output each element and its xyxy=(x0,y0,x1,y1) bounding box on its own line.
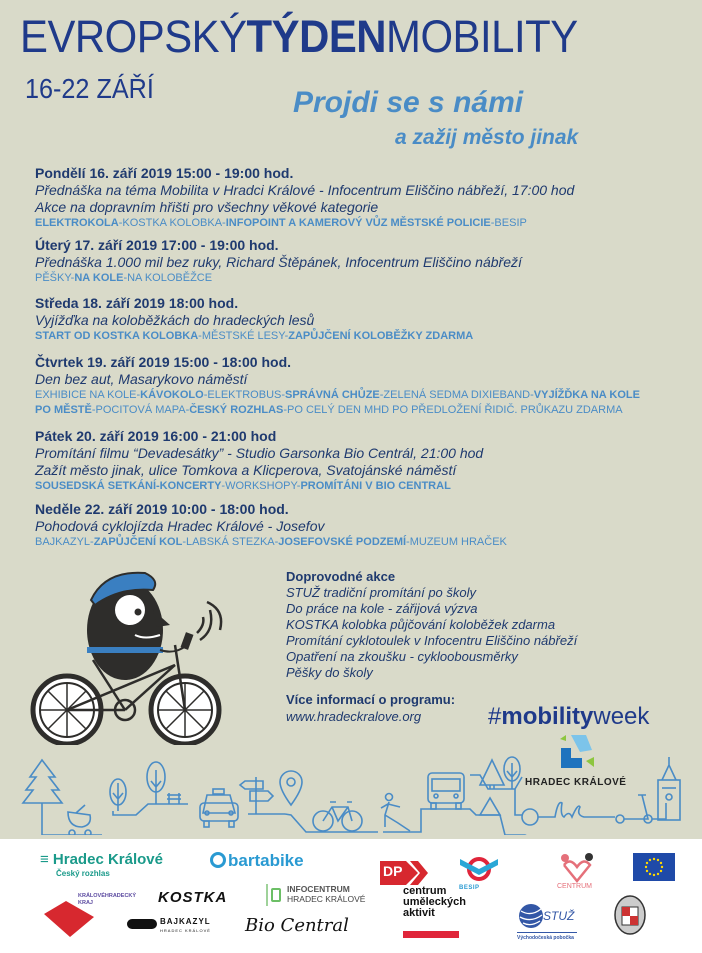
hashtag-bold: mobility xyxy=(501,703,594,730)
day-heading: Úterý 17. září 2019 17:00 - 19:00 hod. xyxy=(35,237,279,253)
logo-text: aktivit xyxy=(403,907,435,919)
divider xyxy=(517,932,577,933)
slogan-sub: a zažij město jinak xyxy=(395,126,579,149)
signpost-icon xyxy=(240,777,285,814)
tag: -KOSTKA KOLOBKA- xyxy=(118,217,226,229)
logo-text: Hradec Králové xyxy=(52,851,163,868)
more-info-heading: Více informací o programu: xyxy=(286,692,456,707)
tag: -MUZEUM HRAČEK xyxy=(406,536,507,548)
police-seal-icon xyxy=(614,895,646,935)
accompanying-events xyxy=(286,569,577,681)
accompanying-heading: Doprovodné akce xyxy=(286,569,396,584)
day-tags xyxy=(35,329,473,344)
logo-besip-icon xyxy=(458,853,500,885)
day-tags xyxy=(35,271,522,286)
logo-centrum-label: CENTRUM xyxy=(557,883,592,890)
cua-bar xyxy=(403,931,459,938)
location-pin-icon xyxy=(280,771,302,805)
accompanying-item: Promítání cyklotoulek v Infocentru Eliščino nábřeží xyxy=(286,633,578,648)
tag: -PO CELÝ DEN MHD PO PŘEDLOŽENÍ ŘIDIČ. PRŮKAZU ZDARMA xyxy=(283,404,623,416)
accompanying-item: Pěšky do školy xyxy=(286,665,373,680)
accompanying-item: Opatření na zkoušku - cykloobousměrky xyxy=(286,649,518,664)
tag: JOSEFOVSKÉ PODZEMÍ xyxy=(278,536,407,548)
day-heading: Čtvrtek 19. září 2019 15:00 - 18:00 hod. xyxy=(35,354,292,370)
logo-centrum-heart-icon xyxy=(560,853,594,883)
more-info xyxy=(286,691,455,725)
eu-flag-icon xyxy=(633,853,675,881)
tag: PĚŠKY- xyxy=(35,272,75,284)
logo-cesky-rozhlas-sub: Český rozhlas xyxy=(56,869,110,878)
day-tags xyxy=(35,216,574,231)
program-day-wednesday xyxy=(35,295,473,344)
logo-besip-label: BESIP xyxy=(459,885,480,891)
logo-text: bartabike xyxy=(228,851,304,870)
tennis-ball-icon xyxy=(522,809,538,825)
accompanying-item: KOSTKA kolobka půjčování koloběžek zdarma xyxy=(286,617,556,632)
radio-icon: ≡ xyxy=(40,851,53,868)
program-day-tuesday xyxy=(35,237,522,286)
day-line: Den bez aut, Masarykovo náměstí xyxy=(35,371,248,387)
hashtag-suffix: week xyxy=(593,703,650,730)
logo-bio-central: Bio Central xyxy=(245,915,349,936)
day-line: Promítání filmu “Devadesátky” - Studio Garsonka Bio Centrál, 21:00 hod xyxy=(35,445,484,461)
cyclist-mascot-illustration xyxy=(25,565,225,745)
infocentrum-icon xyxy=(271,888,281,902)
logo-kraj-label: KRÁLOVÉHRADECKÝ KRAJ xyxy=(78,893,137,906)
day-tags xyxy=(35,403,640,418)
tag: START OD KOSTKA KOLOBKA xyxy=(35,330,199,342)
tag: SPRÁVNÁ CHŮZE xyxy=(285,389,380,401)
tag: SOUSEDSKÁ SETKÁNÍ-KONCERTY xyxy=(35,480,222,492)
day-heading: Pondělí 16. září 2019 15:00 - 19:00 hod. xyxy=(35,165,294,181)
day-line: Přednáška 1.000 mil bez ruky, Richard Štěpánek, Infocentrum Eliščino nábřeží xyxy=(35,254,522,270)
logo-text: INFOCENTRUM xyxy=(287,884,350,894)
logo-bajkazyl xyxy=(160,917,211,935)
logo-infocentrum xyxy=(287,884,365,904)
program-day-monday xyxy=(35,165,574,231)
day-heading: Pátek 20. září 2019 16:00 - 21:00 hod xyxy=(35,428,277,444)
tag: -BESIP xyxy=(490,217,527,229)
bus-icon xyxy=(428,773,464,809)
logo-text: HRADEC KRÁLOVÉ xyxy=(287,894,366,904)
tag: -WORKSHOPY- xyxy=(221,480,301,492)
logo-cesky-rozhlas xyxy=(40,851,163,868)
day-tags xyxy=(35,479,483,494)
scooter-icon xyxy=(616,795,652,823)
logo-kostka: KOSTKA xyxy=(158,889,228,906)
day-line: Pohodová cyklojízda Hradec Králové - Josefov xyxy=(35,518,325,534)
page-title xyxy=(20,11,578,62)
title-part-3: MOBILITY xyxy=(386,11,578,62)
tag: BAJKAZYL- xyxy=(35,536,94,548)
tag: PO MĚSTĚ xyxy=(35,404,92,416)
logo-stuz-globe-icon xyxy=(518,903,544,929)
hashtag-mobilityweek xyxy=(488,705,649,729)
partner-logos-strip xyxy=(0,839,702,953)
day-line: Zažít město jinak, ulice Tomkova a Klicperova, Svatojánské náměstí xyxy=(35,462,457,478)
tag: ELEKTROKOLA xyxy=(35,217,119,229)
tag: -ZELENÁ SEDMA DIXIEBAND- xyxy=(379,389,534,401)
stroller-icon xyxy=(68,805,91,835)
hashtag-prefix: # xyxy=(488,703,502,730)
tag: KÁVOKOLO xyxy=(140,389,204,401)
tag: ZAPŮJČENÍ KOLOBĚŽKY ZDARMA xyxy=(288,330,474,342)
day-line: Akce na dopravním hřišti pro všechny věkové kategorie xyxy=(35,199,379,215)
tag: -POCITOVÁ MAPA- xyxy=(91,404,190,416)
day-line: Přednáška na téma Mobilita v Hradci Králové - Infocentrum Eliščino nábřeží, 17:00 hod xyxy=(35,182,575,198)
slogan-main: Projdi se s námi xyxy=(293,86,524,119)
website-link[interactable]: www.hradeckralove.org xyxy=(286,709,422,724)
tag: ZAPŮJČENÍ KOL xyxy=(93,536,183,548)
logo-bartabike xyxy=(210,851,304,871)
logo-subtext: HRADEC KRÁLOVÉ xyxy=(160,928,211,933)
bench-icon xyxy=(167,793,181,804)
taxi-icon xyxy=(200,789,238,827)
tag: -ELEKTROBUS- xyxy=(203,389,286,401)
day-heading: Středa 18. září 2019 18:00 hod. xyxy=(35,295,239,311)
logo-text: BAJKAZYL xyxy=(160,917,211,926)
program-day-friday xyxy=(35,428,483,494)
tag: EXHIBICE NA KOLE- xyxy=(35,389,141,401)
wifi-icon xyxy=(197,602,221,640)
event-dates: 16-22 ZÁŘÍ xyxy=(25,73,154,104)
logo-text: centrum xyxy=(403,885,447,897)
title-part-2: TÝDEN xyxy=(246,11,387,62)
logo-stuz-sub: Východočeská pobočka xyxy=(517,935,574,941)
program-day-thursday xyxy=(35,354,640,418)
runner-icon xyxy=(381,794,410,832)
accompanying-item: STUŽ tradiční promítání po školy xyxy=(286,585,477,600)
bartabike-icon xyxy=(210,852,226,868)
logo-centrum-umeleckych-aktivit xyxy=(403,886,466,919)
city-skyline-illustration-right xyxy=(470,755,702,835)
day-line: Vyjížďka na koloběžkách do hradeckých lesů xyxy=(35,312,315,328)
city-logo-label: HRADEC KRÁLOVÉ xyxy=(525,777,627,788)
day-tags xyxy=(35,535,507,550)
tag: -LABSKÁ STEZKA- xyxy=(182,536,279,548)
hk-monogram xyxy=(538,803,615,817)
program-day-sunday xyxy=(35,501,507,550)
tag: PROMÍTÁNI V BIO CENTRAL xyxy=(300,480,451,492)
tag: -NA KOLOBĚŽCE xyxy=(123,272,213,284)
divider xyxy=(266,884,268,906)
phone-icon xyxy=(181,632,194,650)
title-part-1: EVROPSKÝ xyxy=(20,11,247,62)
tree-icon xyxy=(23,760,62,803)
day-tags xyxy=(35,388,640,403)
logo-text: uměleckých xyxy=(403,896,466,908)
tag: ČESKÝ ROZHLAS xyxy=(189,404,284,416)
accompanying-item: Do práce na kole - zářijová výzva xyxy=(286,601,478,616)
day-heading: Neděle 22. září 2019 10:00 - 18:00 hod. xyxy=(35,501,289,517)
chain-link-icon xyxy=(127,919,157,929)
bicycle-icon xyxy=(313,802,362,831)
tag: -MĚSTSKÉ LESY- xyxy=(198,330,289,342)
tower-icon xyxy=(658,757,680,820)
tag: VYJÍŽĎKA NA KOLE xyxy=(533,389,640,401)
tag: NA KOLE xyxy=(74,272,124,284)
logo-dp-text: DP xyxy=(383,863,403,879)
logo-stuz: STUŽ xyxy=(543,909,575,923)
tag: INFOPOINT A KAMEROVÝ VŮZ MĚSTSKÉ POLICIE xyxy=(225,217,491,229)
